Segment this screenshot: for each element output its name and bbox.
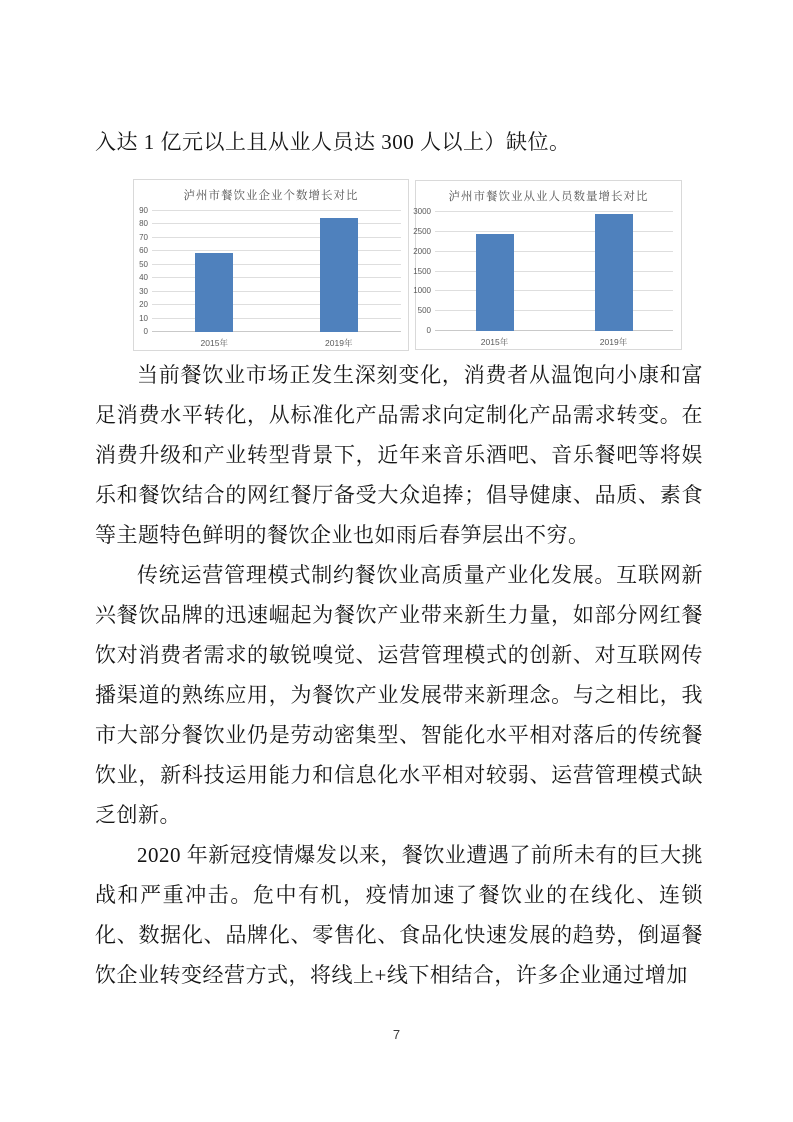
y-axis-tick-label: 30 bbox=[139, 286, 148, 296]
charts-row bbox=[0, 179, 793, 355]
y-axis-tick-label: 2000 bbox=[413, 246, 431, 256]
y-axis-tick-label: 80 bbox=[139, 219, 148, 229]
chart-plot-area bbox=[139, 206, 401, 348]
gridline bbox=[435, 290, 673, 291]
paragraph-market-change: 当前餐饮业市场正发生深刻变化，消费者从温饱向小康和富足消费水平转化，从标准化产品需求向定制化产品需求转变。在消费升级和产业转型背景下，近年来音乐酒吧、音乐餐吧等将娱乐和餐饮结合的网红餐厅备受大众追捧；倡导健康、品质、素食等主题特色鲜明的餐饮企业也如雨后春笋层出不穷。 bbox=[95, 363, 703, 547]
paragraph-pandemic-impact: 2020 年新冠疫情爆发以来，餐饮业遭遇了前所未有的巨大挑战和严重冲击。危中有机，疫情加速了餐饮业的在线化、连锁化、数据化、品牌化、零售化、食品化快速发展的趋势，倒逼餐饮企业转变经营方式，将线上+线下相结合，许多企业通过增加 bbox=[95, 843, 703, 987]
body-paragraphs bbox=[95, 355, 703, 995]
gridline bbox=[435, 211, 673, 212]
paragraph-management-model: 传统运营管理模式制约餐饮业高质量产业化发展。互联网新兴餐饮品牌的迅速崛起为餐饮产业带来新生力量，如部分网红餐饮对消费者需求的敏锐嗅觉、运营管理模式的创新、对互联网传播渠道的熟练应用，为餐饮产业发展带来新理念。与之相比，我市大部分餐饮业仍是劳动密集型、智能化水平相对落后的传统餐饮业，新科技运用能力和信息化水平相对较弱、运营管理模式缺乏创新。 bbox=[95, 563, 703, 827]
y-axis-tick-label: 70 bbox=[139, 232, 148, 242]
y-axis-tick-label: 2500 bbox=[413, 226, 431, 236]
y-axis-tick-label: 50 bbox=[139, 259, 148, 269]
bar-2015年 bbox=[476, 234, 514, 331]
y-axis-tick-label: 20 bbox=[139, 300, 148, 310]
gridline bbox=[152, 304, 401, 305]
chart-title: 泸州市餐饮业从业人员数量增长对比 bbox=[448, 191, 649, 203]
gridline bbox=[152, 210, 401, 211]
chart-plot-area bbox=[413, 207, 673, 347]
gridline bbox=[152, 291, 401, 292]
gridline bbox=[152, 318, 401, 319]
bar-2019年 bbox=[595, 214, 633, 331]
gridline bbox=[152, 237, 401, 238]
y-axis-tick-label: 3000 bbox=[413, 207, 431, 216]
gridline bbox=[435, 330, 673, 331]
chart-employee-count-growth bbox=[415, 180, 682, 350]
gridline bbox=[435, 310, 673, 311]
body-text-continuation-line: 入达 1 亿元以上且从业人员达 300 人以上）缺位。 bbox=[95, 130, 571, 154]
gridline bbox=[152, 277, 401, 278]
y-axis-tick-label: 0 bbox=[426, 326, 431, 335]
page-number: 7 bbox=[392, 1027, 401, 1042]
y-axis-tick-label: 90 bbox=[139, 206, 148, 215]
gridline bbox=[152, 264, 401, 265]
x-axis-tick-label: 2019年 bbox=[325, 338, 353, 348]
y-axis-tick-label: 1000 bbox=[413, 286, 431, 296]
x-axis-tick-label: 2019年 bbox=[599, 337, 628, 347]
y-axis-tick-label: 60 bbox=[139, 246, 148, 256]
y-axis-tick-label: 500 bbox=[417, 306, 431, 316]
y-axis-tick-label: 0 bbox=[143, 327, 148, 336]
bar-2015年 bbox=[195, 253, 233, 332]
gridline bbox=[435, 271, 673, 272]
bar-2019年 bbox=[320, 218, 358, 332]
gridline bbox=[152, 223, 401, 224]
gridline bbox=[152, 250, 401, 251]
y-axis-tick-label: 40 bbox=[139, 273, 148, 283]
y-axis-tick-label: 1500 bbox=[413, 266, 431, 276]
chart-title: 泸州市餐饮业企业个数增长对比 bbox=[183, 190, 359, 202]
gridline bbox=[435, 251, 673, 252]
chart-enterprise-count-growth bbox=[133, 179, 409, 351]
gridline bbox=[152, 331, 401, 332]
gridline bbox=[435, 231, 673, 232]
x-axis-tick-label: 2015年 bbox=[200, 338, 228, 348]
x-axis-tick-label: 2015年 bbox=[480, 337, 509, 347]
y-axis-tick-label: 10 bbox=[139, 313, 148, 323]
